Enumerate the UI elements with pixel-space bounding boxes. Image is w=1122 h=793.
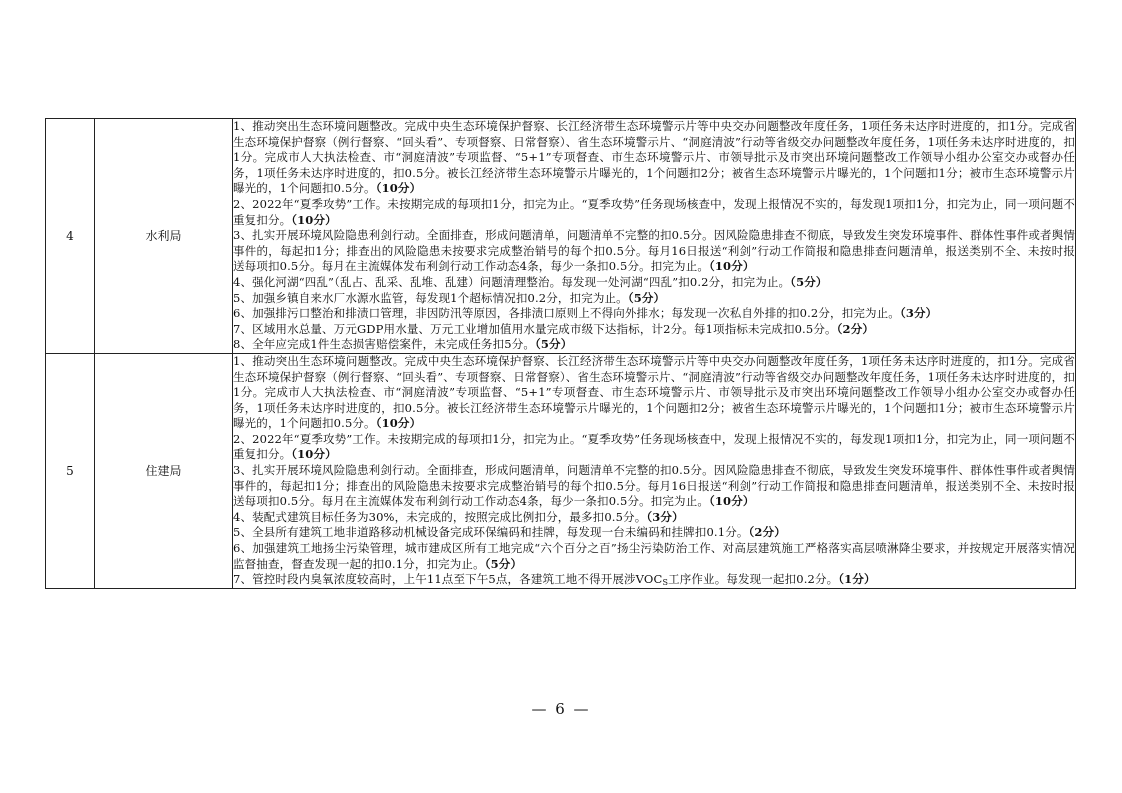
- assessment-table: [45, 118, 1076, 589]
- item-score: （3分）: [646, 509, 684, 524]
- item-score: （1分）: [838, 572, 876, 587]
- item-text: 6、加强排污口整治和排渍口管理，非因防汛等原因，各排渍口原则上不得向外排水；每发现一次私自外排的扣0.2分，扣完为止。: [233, 306, 900, 321]
- item-score: （10分）: [709, 494, 755, 509]
- assessment-item: [233, 306, 1075, 322]
- item-text: 工序作业。每发现一起扣0.2分。: [668, 572, 839, 587]
- assessment-item: [233, 228, 1075, 275]
- item-text: 4、装配式建筑目标任务为30%，未完成的，按照完成比例扣分，最多扣0.5分。: [233, 509, 647, 524]
- row-number: 4: [46, 119, 95, 354]
- item-score: （2分）: [748, 525, 786, 540]
- table-row: [46, 353, 1076, 588]
- item-text: 7、区域用水总量、万元GDP用水量、万元工业增加值用水量完成市级下达指标，计2分。每1项指标未完成扣0.5分。: [233, 321, 837, 336]
- subscript-text: S: [662, 578, 669, 588]
- item-text: 2、2022年“夏季攻势”工作。未按期完成的每项扣1分，扣完为止。“夏季攻势”任务现场核查中，发现上报情况不实的，每发现1项扣1分，扣完为止，同一项问题不重复扣分。: [233, 431, 1075, 462]
- assessment-item: [233, 354, 1075, 432]
- assessment-item: [233, 275, 1075, 291]
- item-text: 5、加强乡镇自来水厂水源水监管，每发现1个超标情况扣0.2分，扣完为止。: [233, 290, 628, 305]
- table-row: [46, 119, 1076, 354]
- assessment-item: [233, 541, 1075, 572]
- item-score: （5分）: [535, 337, 573, 352]
- item-score: （10分）: [291, 447, 337, 462]
- item-text: 2、2022年“夏季攻势”工作。未按期完成的每项扣1分，扣完为止。“夏季攻势”任务现场核查中，发现上报情况不实的，每发现1项扣1分，扣完为止，同一项问题不重复扣分。: [233, 196, 1075, 227]
- item-text: 1、推动突出生态环境问题整改。完成中央生态环境保护督察、长江经济带生态环境警示片等中央交办问题整改年度任务，1项任务未达序时进度的，扣1分。完成省生态环境保护督察（例行督察、“回头看”、专项督察、日常督察）、省生态环境警示片、“洞庭清波”行动等省级交办问题整改年度任务，1项任务未达序时进度的，扣1分。完成市人大执法检查、市“洞庭清波”专项监督、“5+1”专项督查、市生态环境警示片、市领导批示及市突出环境问题整改工作领导小组办公室交办或督办任务，1项任务未达序时进度的，扣0.5分。被长江经济带生态环境警示片曝光的，1个问题扣2分；被省生态环境警示片曝光的，1个问题扣1分；被市生态环境警示片曝光的，1个问题扣0.5分。: [233, 119, 1075, 196]
- item-text: 1、推动突出生态环境问题整改。完成中央生态环境保护督察、长江经济带生态环境警示片等中央交办问题整改年度任务，1项任务未达序时进度的，扣1分。完成省生态环境保护督察（例行督察、“回头看”、专项督察、日常督察）、省生态环境警示片、“洞庭清波”行动等省级交办问题整改年度任务，1项任务未达序时进度的，扣1分。完成市人大执法检查、市“洞庭清波”专项监督、“5+1”专项督查、市生态环境警示片、市领导批示及市突出环境问题整改工作领导小组办公室交办或督办任务，1项任务未达序时进度的，扣0.5分。被长江经济带生态环境警示片曝光的，1个问题扣2分；被省生态环境警示片曝光的，1个问题扣1分；被市生态环境警示片曝光的，1个问题扣0.5分。: [233, 353, 1075, 431]
- department-name: 住建局: [95, 353, 233, 588]
- assessment-items: [233, 353, 1076, 588]
- assessment-item: [233, 432, 1075, 463]
- item-score: （10分）: [291, 212, 337, 227]
- item-score: （5分）: [627, 290, 666, 305]
- item-score: （5分）: [790, 274, 828, 289]
- item-text: 4、强化河湖“四乱”（乱占、乱采、乱堆、乱建）问题清理整治。每发现一处河湖“四乱”扣0.2分，扣完为止。: [233, 274, 791, 289]
- item-score: （10分）: [375, 416, 422, 431]
- assessment-item: [233, 291, 1075, 307]
- assessment-item: [233, 463, 1075, 510]
- item-text: 3、扎实开展环境风险隐患利剑行动。全面排查，形成问题清单，问题清单不完整的扣0.5分。因风险隐患排查不彻底，导致发生突发环境事件、群体性事件或者舆情事件的，每起扣1分；排查出的风险隐患未按要求完成整治销号的每个扣0.5分。每月16日报送“利剑”行动工作简报和隐患排查问题清单，报送类别不全、未按时报送每项扣0.5分。每月在主流媒体发布利剑行动工作动态4条，每少一条扣0.5分。扣完为止。: [233, 228, 1075, 274]
- item-text: 3、扎实开展环境风险隐患利剑行动。全面排查，形成问题清单，问题清单不完整的扣0.5分。因风险隐患排查不彻底，导致发生突发环境事件、群体性事件或者舆情事件的，每起扣1分；排查出的风险隐患未按要求完成整治销号的每个扣0.5分。每月16日报送“利剑”行动工作简报和隐患排查问题清单，报送类别不全、未按时报送每项扣0.5分。每月在主流媒体发布利剑行动工作动态4条，每少一条扣0.5分。扣完为止。: [233, 463, 1075, 509]
- assessment-item: [233, 119, 1075, 197]
- assessment-items: [233, 119, 1076, 354]
- item-score: （3分）: [899, 306, 938, 321]
- assessment-item: [233, 572, 1075, 588]
- assessment-item: [233, 510, 1075, 526]
- assessment-item: [233, 525, 1075, 541]
- item-text: 6、加强建筑工地扬尘污染管理，城市建成区所有工地完成“六个百分之百”扬尘污染防治工作、对高层建筑施工严格落实高层喷淋降尘要求，并按规定开展落实情况监督抽查，督查发现一起的扣0.1分，扣完为止。: [233, 541, 1075, 571]
- item-score: （10分）: [375, 181, 422, 196]
- row-number: 5: [46, 353, 95, 588]
- item-score: （10分）: [709, 259, 755, 274]
- department-name: 水利局: [95, 119, 233, 354]
- item-score: （5分）: [484, 556, 523, 571]
- item-text: 8、全年应完成1件生态损害赔偿案件，未完成任务扣5分。: [233, 337, 535, 352]
- assessment-item: [233, 322, 1075, 338]
- item-text: 5、全县所有建筑工地非道路移动机械设备完成环保编码和挂牌，每发现一台未编码和挂牌扣0.1分。: [233, 525, 749, 540]
- page-number: — 6 —: [531, 700, 591, 718]
- assessment-item: [233, 197, 1075, 228]
- item-text: 7、管控时段内臭氧浓度较高时，上午11点至下午5点，各建筑工地不得开展涉VOC: [233, 572, 663, 587]
- item-score: （2分）: [836, 321, 874, 336]
- assessment-item: [233, 337, 1075, 353]
